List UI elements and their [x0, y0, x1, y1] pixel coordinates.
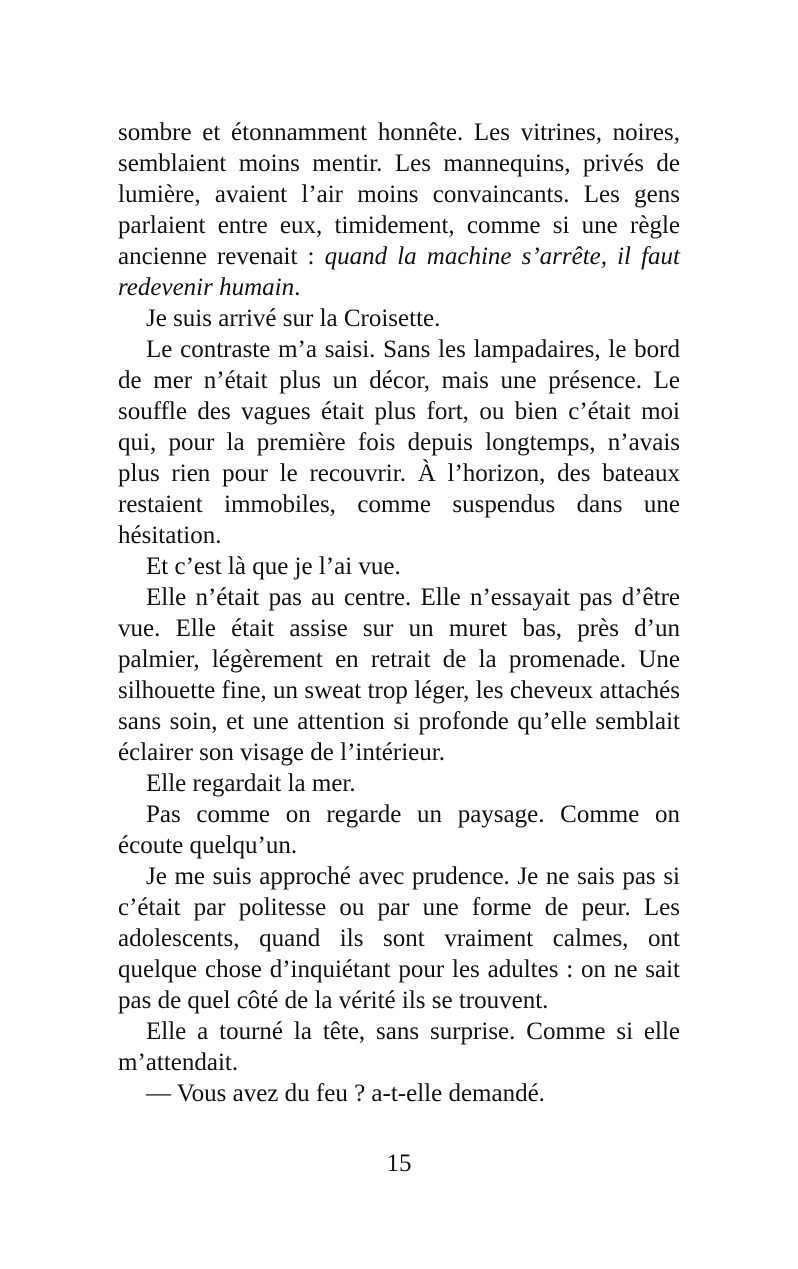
paragraph-text: .: [294, 274, 301, 301]
paragraph: [118, 861, 680, 1016]
paragraph-text: Je me suis approché avec prudence. Je ne sais pas si c’était par politesse ou par une forme de peur. Les adolescents, quand ils sont vraiment calmes, ont quelque chose d’inquiétant pour les adultes : on ne sait pas de quel côté de la vérité ils se trouvent.: [118, 863, 680, 1014]
body-text: [118, 117, 680, 1109]
paragraph-text: Je suis arrivé sur la Croisette.: [146, 305, 441, 332]
paragraph-text: Elle n’était pas au centre. Elle n’essayait pas d’être vue. Elle était assise sur un muret bas, près d’un palmier, légèrement en retrait de la promenade. Une silhouette fine, un sweat trop léger, les cheveux attachés sans soin, et une attention si profonde qu’elle semblait éclairer son visage de l’intérieur.: [118, 584, 680, 766]
paragraph-text: sombre et étonnamment honnête. Les vitrines, noires, semblaient moins mentir. Les mannequins, privés de lumière, avaient l’air moins convaincants. Les gens parlaient entre eux, timidement, comme si une règle ancienne revenait :: [118, 119, 680, 270]
dialogue-line: [118, 1078, 680, 1109]
paragraph-text: Elle regardait la mer.: [146, 770, 356, 797]
paragraph: [118, 1016, 680, 1078]
paragraph: [118, 582, 680, 768]
paragraph: [118, 117, 680, 303]
paragraph-text: — Vous avez du feu ? a-t-elle demandé.: [146, 1080, 545, 1107]
page-number: 15: [386, 1150, 412, 1177]
paragraph: [118, 334, 680, 551]
paragraph-text: Et c’est là que je l’ai vue.: [146, 553, 401, 580]
paragraph-text: Pas comme on regarde un paysage. Comme on écoute quelqu’un.: [118, 801, 680, 859]
italic-phrase: quand la machine s’arrête, il faut redevenir humain: [118, 243, 680, 301]
paragraph: [118, 303, 680, 334]
paragraph: [118, 799, 680, 861]
paragraph-text: Elle a tourné la tête, sans surprise. Comme si elle m’attendait.: [118, 1018, 680, 1076]
paragraph: [118, 768, 680, 799]
paragraph: [118, 551, 680, 582]
paragraph-text: Le contraste m’a saisi. Sans les lampadaires, le bord de mer n’était plus un décor, mais une présence. Le souffle des vagues était plus fort, ou bien c’était moi qui, pour la première fois depuis longtemps, n’avais plus rien pour le recouvrir. À l’horizon, des bateaux restaient immobiles, comme suspendus dans une hésitation.: [118, 336, 680, 549]
